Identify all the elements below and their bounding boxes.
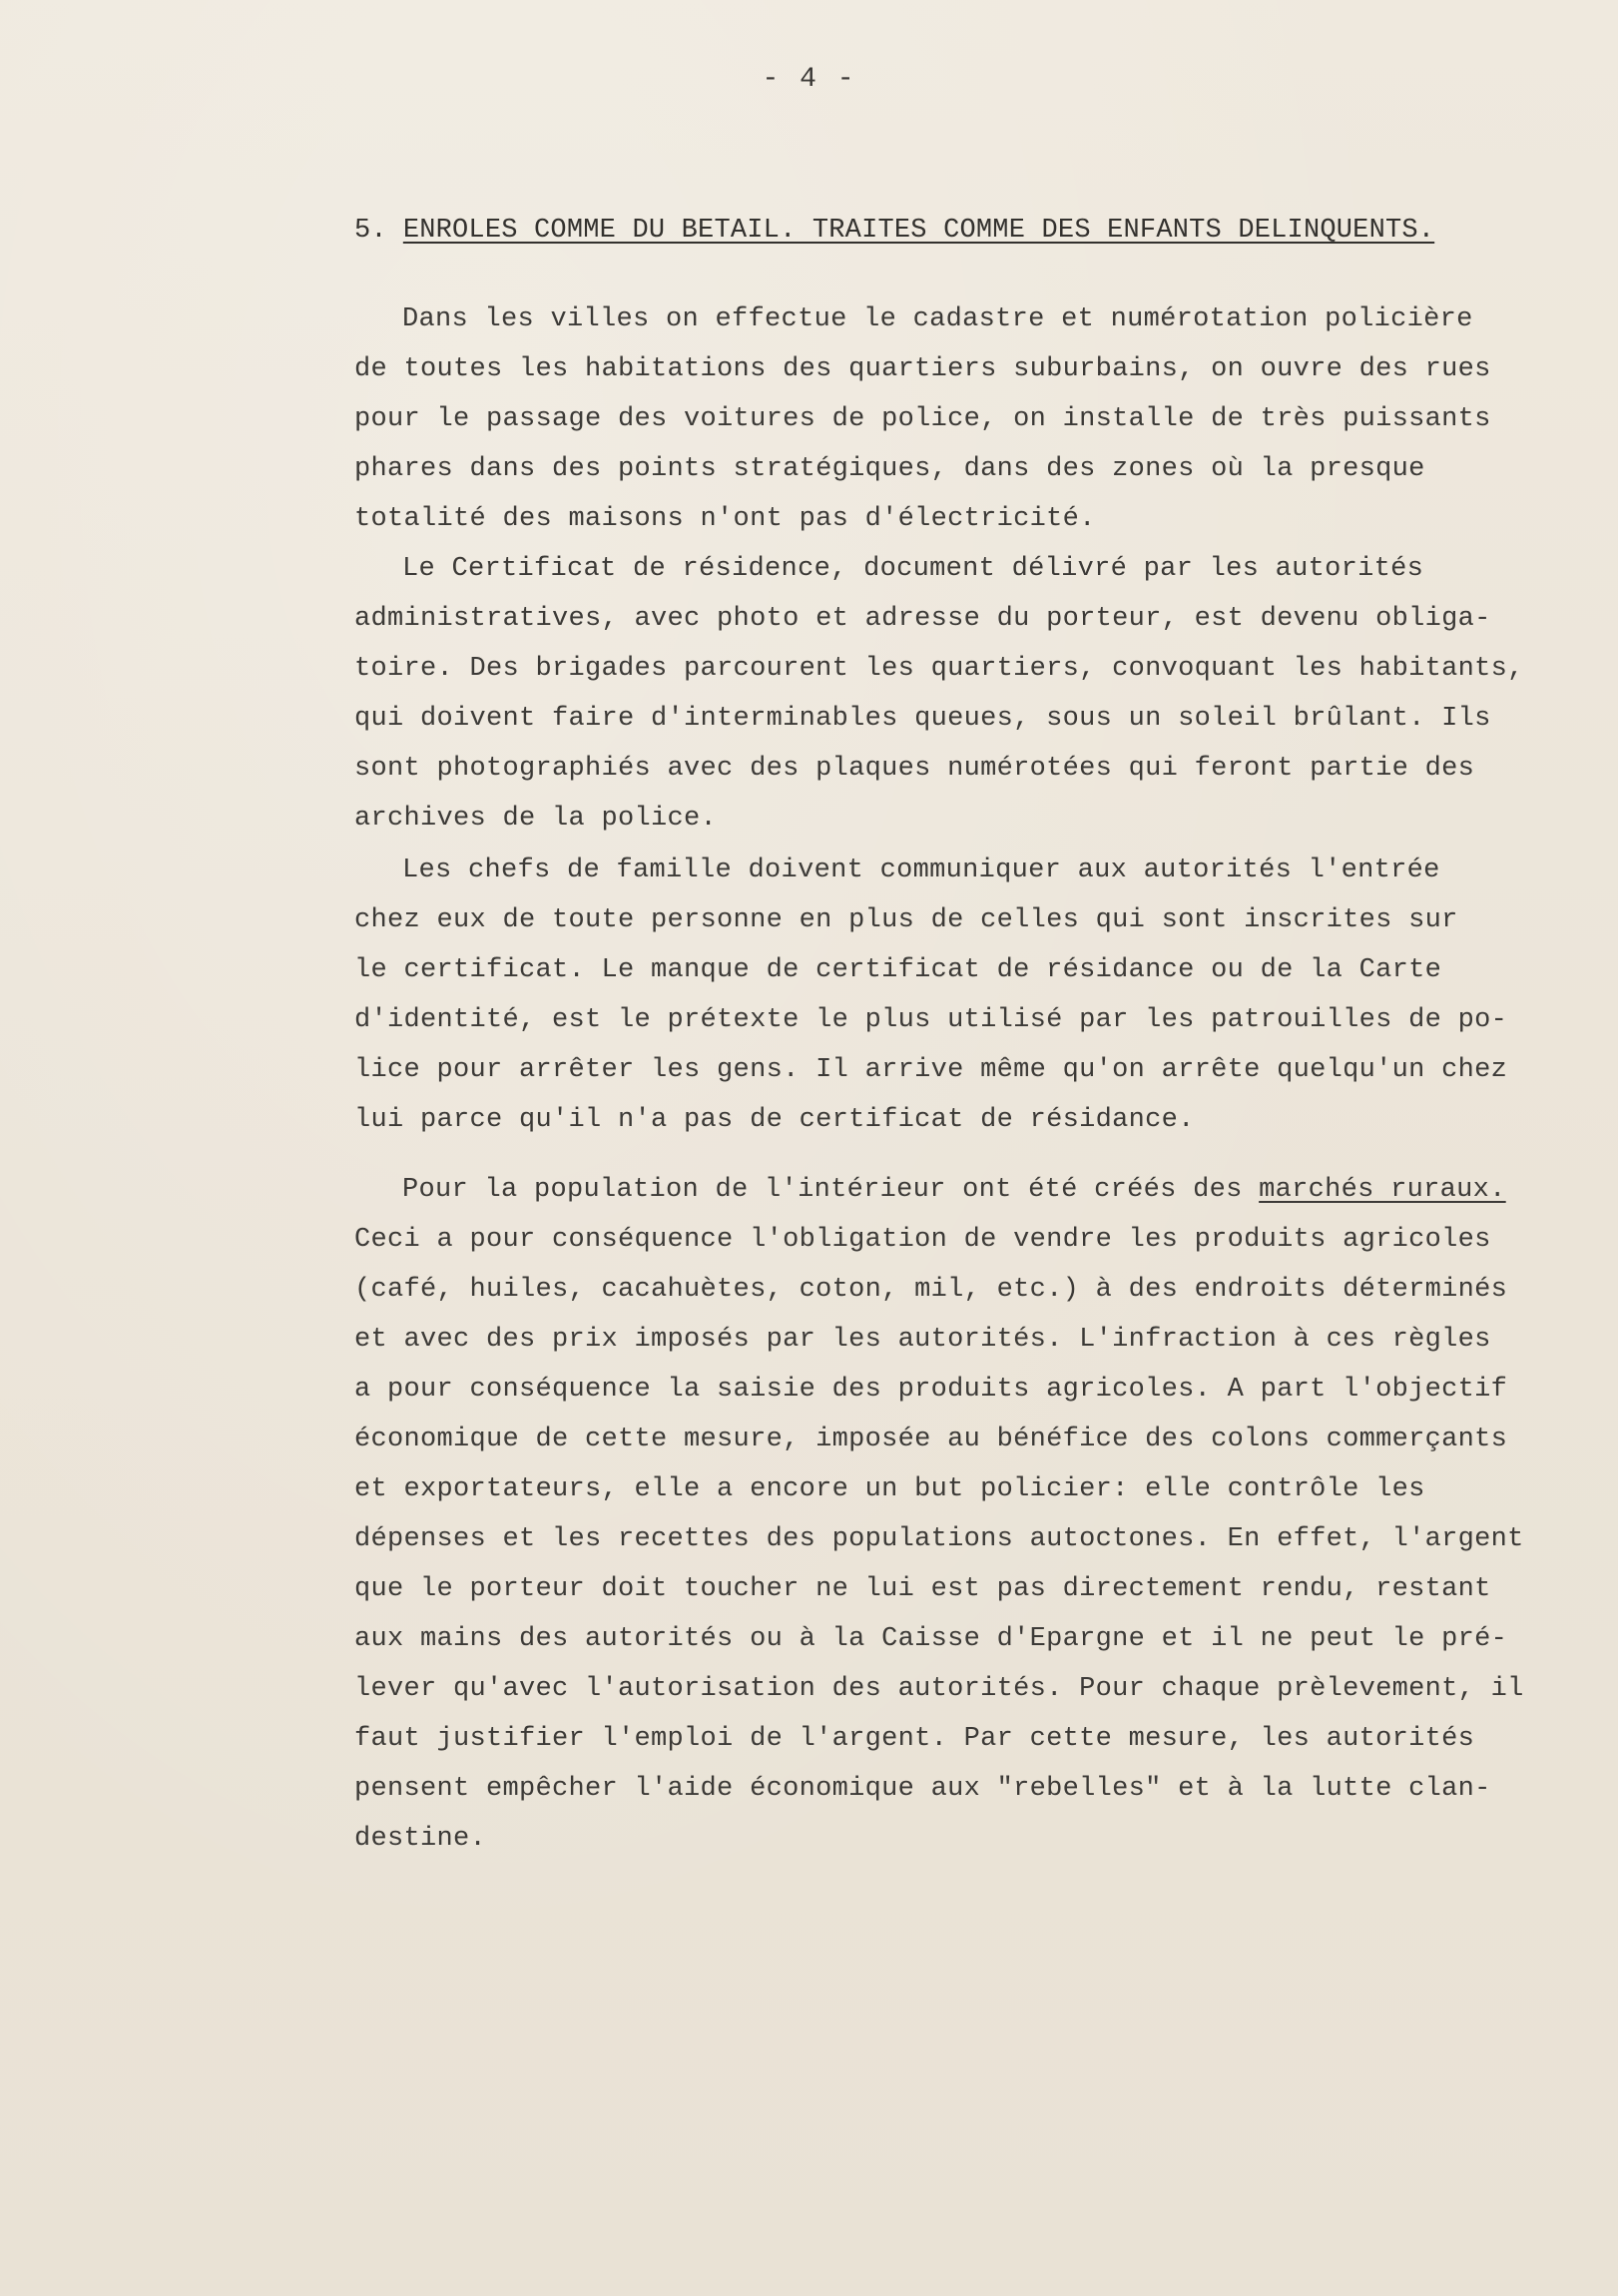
text-line: et exportateurs, elle a encore un but policier: elle contrôle les — [354, 1474, 1425, 1504]
text-line: le certificat. Le manque de certificat de résidance ou de la Carte — [354, 955, 1442, 985]
text-line: phares dans des points stratégiques, dans des zones où la presque — [354, 454, 1425, 484]
text-line: totalité des maisons n'ont pas d'électricité. — [354, 504, 1096, 534]
text-line: a pour conséquence la saisie des produits agricoles. A part l'objectif — [354, 1375, 1508, 1405]
text-line: dépenses et les recettes des populations autoctones. En effet, l'argent — [354, 1524, 1524, 1554]
paragraph-2 — [354, 544, 1524, 844]
section-heading — [354, 216, 1434, 246]
section-number: 5. — [354, 216, 387, 246]
text-line: administratives, avec photo et adresse du porteur, est devenu obliga- — [354, 604, 1491, 634]
underlined-phrase: marchés ruraux. — [1259, 1175, 1506, 1205]
text-fragment: Pour la population de l'intérieur ont été créés des — [402, 1175, 1260, 1205]
text-line: pensent empêcher l'aide économique aux "rebelles" et à la lutte clan- — [354, 1774, 1491, 1804]
page-number: - 4 - — [762, 64, 856, 95]
text-line — [354, 1165, 1524, 1215]
text-line: et avec des prix imposés par les autorités. L'infraction à ces règles — [354, 1325, 1491, 1355]
text-line: d'identité, est le prétexte le plus utilisé par les patrouilles de po- — [354, 1005, 1508, 1035]
text-line: aux mains des autorités ou à la Caisse d'Epargne et il ne peut le pré- — [354, 1624, 1508, 1654]
text-line: toire. Des brigades parcourent les quartiers, convoquant les habitants, — [354, 654, 1524, 684]
text-line: lever qu'avec l'autorisation des autorités. Pour chaque prèlevement, il — [354, 1674, 1524, 1704]
text-line: pour le passage des voitures de police, on installe de très puissants — [354, 404, 1491, 434]
text-line: Dans les villes on effectue le cadastre et numérotation policière — [402, 304, 1473, 334]
text-line: (café, huiles, cacahuètes, coton, mil, etc.) à des endroits déterminés — [354, 1275, 1508, 1305]
text-line: que le porteur doit toucher ne lui est pas directement rendu, restant — [354, 1574, 1491, 1604]
text-line: Ceci a pour conséquence l'obligation de vendre les produits agricoles — [354, 1225, 1491, 1255]
text-line: archives de la police. — [354, 804, 718, 834]
text-line: sont photographiés avec des plaques numérotées qui feront partie des — [354, 754, 1475, 784]
text-line: faut justifier l'emploi de l'argent. Par cette mesure, les autorités — [354, 1724, 1475, 1754]
text-line: Le Certificat de résidence, document délivré par les autorités — [402, 554, 1424, 584]
text-line: lice pour arrêter les gens. Il arrive même qu'on arrête quelqu'un chez — [354, 1055, 1508, 1085]
section-title: ENROLES COMME DU BETAIL. TRAITES COMME DES ENFANTS DELINQUENTS. — [402, 216, 1435, 246]
paragraph-4 — [354, 1165, 1524, 1864]
paragraph-1 — [354, 294, 1491, 544]
text-line: lui parce qu'il n'a pas de certificat de résidance. — [354, 1105, 1195, 1135]
text-line: qui doivent faire d'interminables queues, sous un soleil brûlant. Ils — [354, 704, 1491, 734]
text-line: économique de cette mesure, imposée au bénéfice des colons commerçants — [354, 1425, 1508, 1454]
text-line: chez eux de toute personne en plus de celles qui sont inscrites sur — [354, 905, 1458, 935]
text-line: Les chefs de famille doivent communiquer aux autorités l'entrée — [402, 856, 1440, 885]
paragraph-3 — [354, 846, 1507, 1145]
text-line: de toutes les habitations des quartiers suburbains, on ouvre des rues — [354, 354, 1491, 384]
text-line: destine. — [354, 1824, 487, 1854]
